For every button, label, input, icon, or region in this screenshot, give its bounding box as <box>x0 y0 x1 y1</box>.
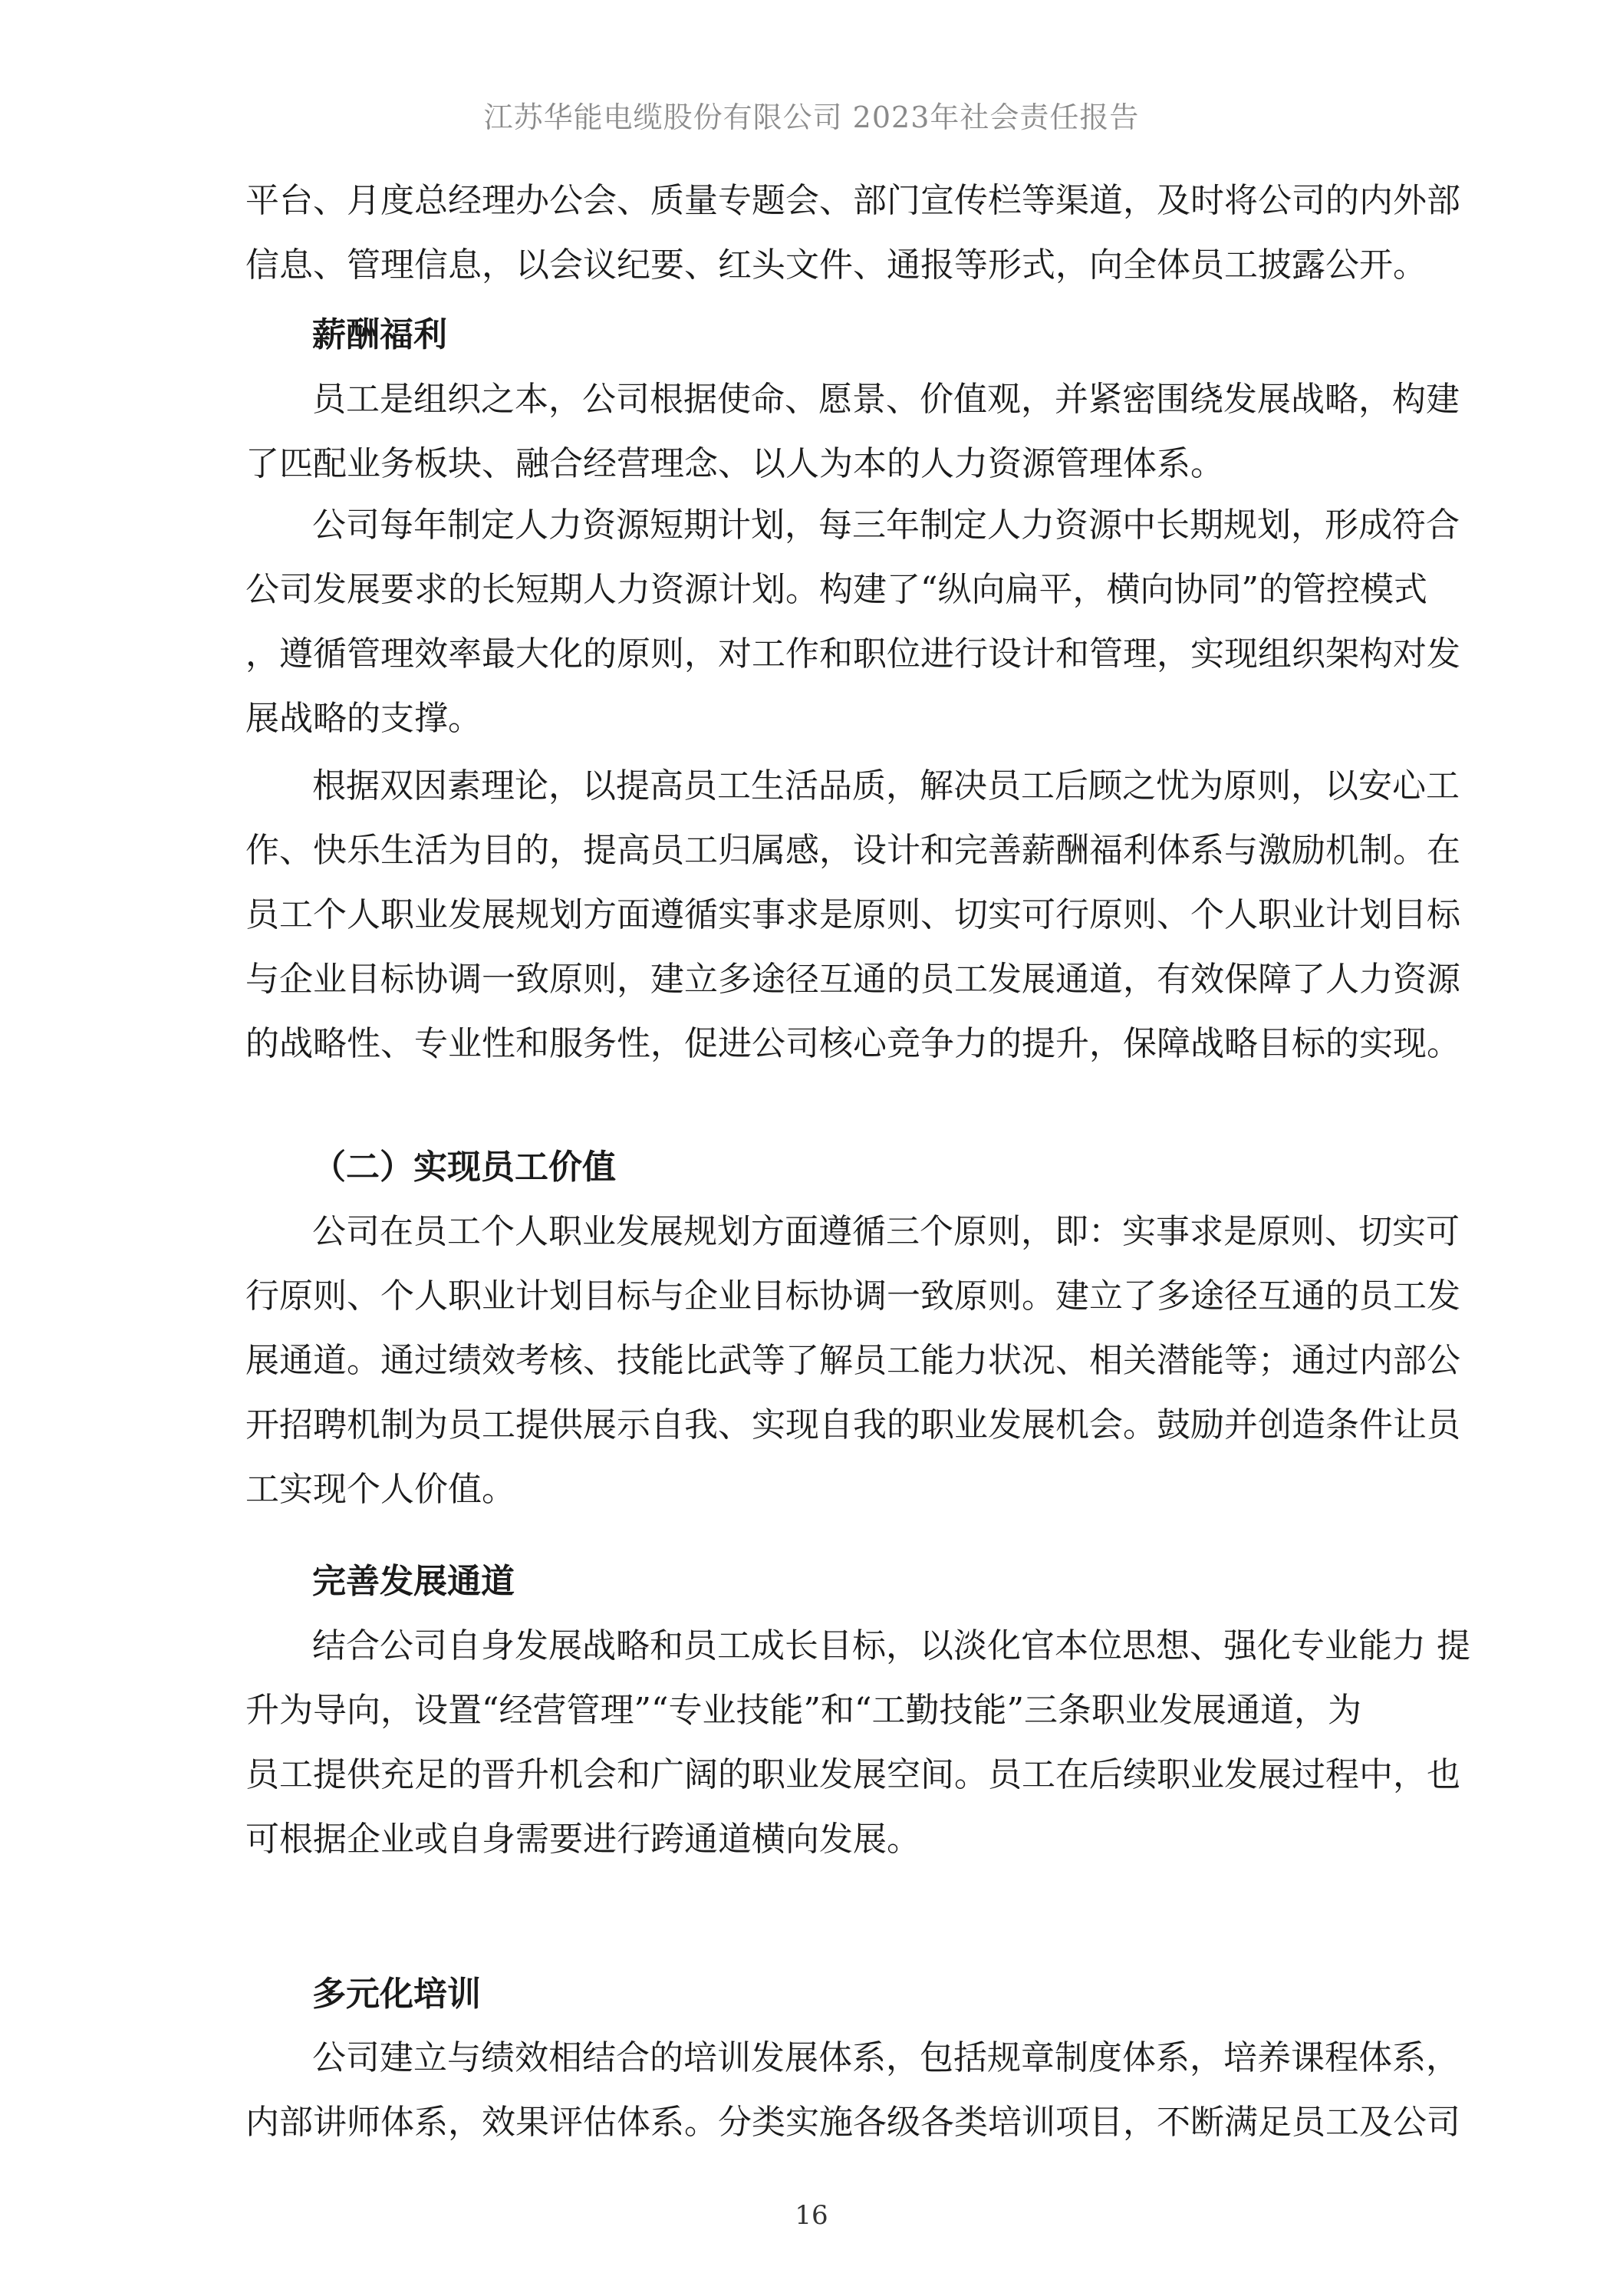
section-heading: 多元化培训 <box>312 1975 481 2014</box>
paragraph-line: 的战略性、专业性和服务性，促进公司核心竞争力的提升，保障战略目标的实现。 <box>245 1024 1460 1063</box>
paragraph-line: 员工是组织之本，公司根据使命、愿景、价值观，并紧密围绕发展战略，构建 <box>312 380 1460 419</box>
paragraph-line: 员工提供充足的晋升机会和广阔的职业发展空间。员工在后续职业发展过程中，也 <box>245 1755 1460 1794</box>
paragraph-line: 展战略的支撑。 <box>245 699 482 738</box>
paragraph-line: 公司每年制定人力资源短期计划，每三年制定人力资源中长期规划，形成符合 <box>312 506 1460 545</box>
paragraph-line: 工实现个人价值。 <box>245 1470 515 1509</box>
paragraph-line: 平台、月度总经理办公会、质量专题会、部门宣传栏等渠道，及时将公司的内外部 <box>245 181 1460 220</box>
paragraph-line: 结合公司自身发展战略和员工成长目标，以淡化官本位思想、强化专业能力 提 <box>312 1626 1470 1665</box>
paragraph-line: 内部讲师体系，效果评估体系。分类实施各级各类培训项目，不断满足员工及公司 <box>245 2103 1460 2142</box>
paragraph-line: 开招聘机制为员工提供展示自我、实现自我的职业发展机会。鼓励并创造条件让员 <box>245 1405 1460 1444</box>
paragraph-line: ，遵循管理效率最大化的原则，对工作和职位进行设计和管理，实现组织架构对发 <box>245 634 1460 674</box>
paragraph-line: 员工个人职业发展规划方面遵循实事求是原则、切实可行原则、个人职业计划目标 <box>245 895 1460 934</box>
page-number: 16 <box>795 2200 828 2231</box>
paragraph-line: 展通道。通过绩效考核、技能比武等了解员工能力状况、相关潜能等；通过内部公 <box>245 1341 1460 1380</box>
paragraph-line: 公司发展要求的长短期人力资源计划。构建了“纵向扁平，横向协同”的管控模式 <box>245 570 1427 609</box>
paragraph-line: 信息、管理信息，以会议纪要、红头文件、通报等形式，向全体员工披露公开。 <box>245 245 1427 285</box>
section-heading: 薪酬福利 <box>312 315 447 354</box>
paragraph-line: 公司在员工个人职业发展规划方面遵循三个原则，即：实事求是原则、切实可 <box>312 1212 1460 1251</box>
paragraph-line: 公司建立与绩效相结合的培训发展体系，包括规章制度体系，培养课程体系， <box>312 2038 1460 2077</box>
paragraph-line: 可根据企业或自身需要进行跨通道横向发展。 <box>245 1820 920 1859</box>
running-header: 江苏华能电缆股份有限公司 2023年社会责任报告 <box>483 100 1140 134</box>
paragraph-line: 了匹配业务板块、融合经营理念、以人为本的人力资源管理体系。 <box>245 444 1224 483</box>
paragraph-line: 行原则、个人职业计划目标与企业目标协调一致原则。建立了多途径互通的员工发 <box>245 1276 1460 1316</box>
paragraph-line: 与企业目标协调一致原则，建立多途径互通的员工发展通道，有效保障了人力资源 <box>245 960 1460 999</box>
section-heading: 完善发展通道 <box>312 1562 515 1601</box>
paragraph-line: 根据双因素理论，以提高员工生活品质，解决员工后顾之忧为原则，以安心工 <box>312 766 1460 805</box>
paragraph-line: 升为导向，设置“经营管理”“专业技能”和“工勤技能”三条职业发展通道，为 <box>245 1691 1361 1730</box>
paragraph-line: 作、快乐生活为目的，提高员工归属感，设计和完善薪酬福利体系与激励机制。在 <box>245 831 1460 870</box>
section-heading: （二）实现员工价值 <box>312 1148 616 1187</box>
